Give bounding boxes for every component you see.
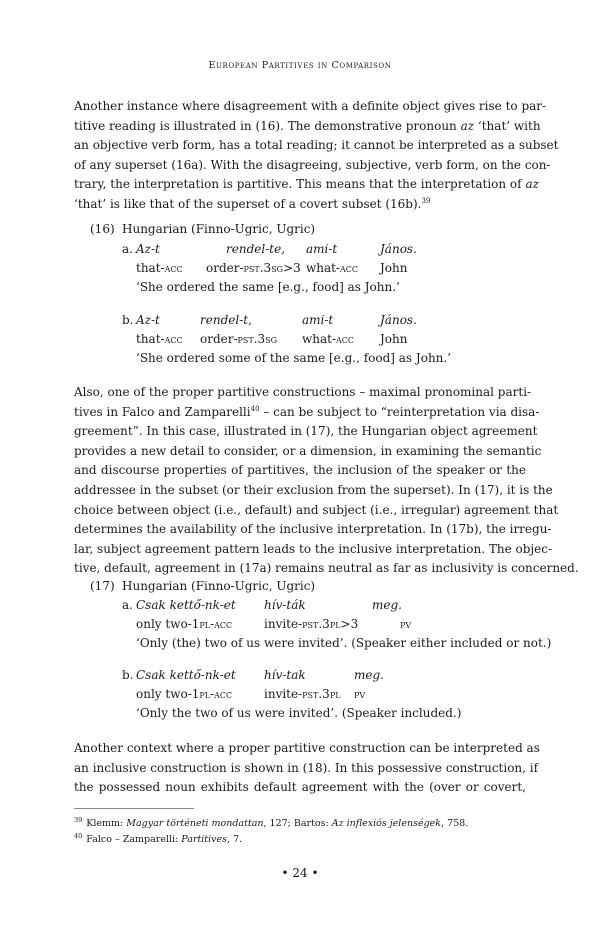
text-line: tives in Falco and Zamparelli$^{40}$ – can be subject to “reinterpretation via disa- [74,404,540,419]
example-word: Csak kettő-nk-et [136,598,236,612]
gloss: what-acc [302,332,355,346]
text-line: Another instance where disagreement with a definite object gives rise to par- [74,99,547,113]
gloss: John [380,332,408,346]
gloss: order-pst.3sg [200,332,278,346]
translation: ‘She ordered some of the same [e.g., food] as John.’ [136,351,452,365]
text-line: Also, one of the proper partitive constructions – maximal pronominal parti- [74,385,532,399]
text-line: greement”. In this case, illustrated in (17), the Hungarian object agreement [74,424,538,439]
example-word: ami-t [302,313,334,327]
text-line: and discourse properties of partitives, the inclusion of the speaker or the [74,463,526,478]
text-line: determines the availability of the inclusive interpretation. In (17b), the irregu- [74,522,552,537]
text-line: ‘that’ is like that of the superset of a covert subset (16b).$^{39}$ [74,196,431,211]
text-line: of any superset (16a). With the disagreeing, subjective, verb form, on the con- [74,157,551,172]
footnote-rule [74,808,194,809]
gloss: that-acc [136,332,183,346]
example-header: Hungarian (Finno-Ugric, Ugric) [122,222,316,236]
text-line: provides a new detail to consider, or a dimension, in examining the semantic [74,443,542,458]
footnote-ref: 40 [250,404,260,413]
text-line: the possessed noun exhibits default agreement with the (over or covert, [74,780,526,795]
example-word: Az-t [136,313,160,327]
gloss: invite-pst.3pl [264,687,341,701]
gloss: invite-pst.3pl>3 [264,617,359,631]
text-line: choice between object (i.e., default) and subject (i.e., irregular) agreement that [74,502,559,517]
gloss: what-acc [306,261,359,275]
translation: ‘Only the two of us were invited’. (Speaker included.) [136,706,462,720]
example-word: rendel-t, [200,313,252,327]
paragraph-2 [74,383,579,579]
text-line: tive, default, agreement in (17a) remains neutral as far as inclusivity is concerned. [74,561,579,576]
example-word: Csak kettő-nk-et [136,668,236,682]
gloss: pv [354,687,366,701]
example-header: Hungarian (Finno-Ugric, Ugric) [122,579,316,593]
example-word: Az-t [136,242,160,256]
example-word: rendel-te, [226,242,285,256]
sub-label: b. [122,313,134,327]
text-line: addressee in the subset (or their exclusion from the superset). In (17), it is the [74,482,553,497]
example-word: János. [380,313,417,327]
example-word: meg. [354,668,384,682]
gloss: only two-1pl-acc [136,617,233,631]
footnote-ref: 39 [421,196,431,205]
footnote: $^{39}$ Klemm: Magyar történeti mondattan, 127; Bartos: Az inflexiós jelenségek, 758. [74,815,469,829]
text-line: trary, the interpretation is partitive. This means that the interpretation of az [74,177,539,192]
gloss: John [380,261,408,275]
example-word: hív-tak [264,668,306,682]
footnote: $^{40}$ Falco – Zamparelli: Partitives, 7. [74,831,243,845]
example-word: János. [380,242,417,256]
text-line: Another context where a proper partitive construction can be interpreted as [74,741,540,755]
text-line: lar, subject agreement pattern leads to the inclusive interpretation. The objec- [74,541,553,556]
example-word: hív-ták [264,598,306,612]
translation: ‘She ordered the same [e.g., food] as John.’ [136,280,400,294]
example-number: (17) [90,579,115,593]
gloss: pv [400,617,412,631]
gloss: only two-1pl-acc [136,687,233,701]
gloss: that-acc [136,261,183,275]
translation: ‘Only (the) two of us were invited’. (Speaker either included or not.) [136,636,552,650]
sub-label: a. [122,242,133,256]
running-head: European Partitives in Comparison [208,60,392,71]
page-number: • 24 • [281,866,319,880]
sub-label: b. [122,668,134,682]
example-word: ami-t [306,242,338,256]
example-word: meg. [372,598,402,612]
gloss: order-pst.3sg>3 [206,261,301,275]
text-line: an inclusive construction is shown in (18). In this possessive construction, if [74,760,539,775]
paragraph-1 [74,97,559,215]
text-line: titive reading is illustrated in (16). The demonstrative pronoun az ‘that’ with [74,118,541,133]
sub-label: a. [122,598,133,612]
paragraph-3 [74,739,540,798]
text-line: an objective verb form, has a total reading; it cannot be interpreted as a subset [74,138,559,153]
example-number: (16) [90,222,115,236]
